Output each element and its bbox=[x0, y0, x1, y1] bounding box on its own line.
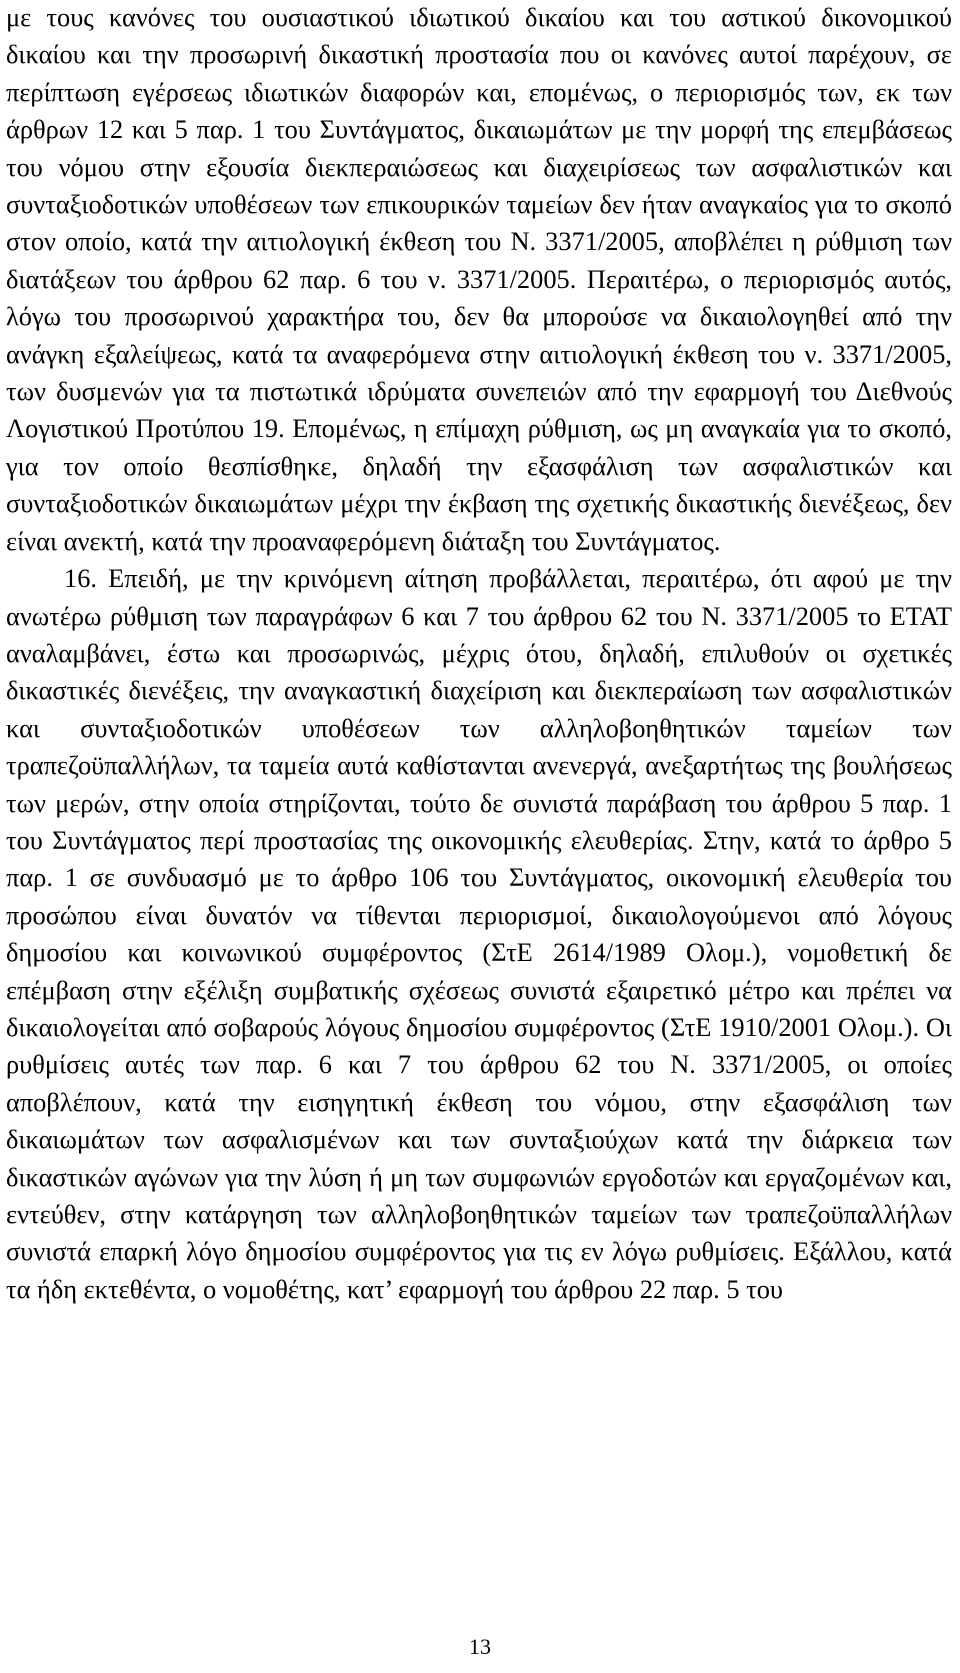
page-number: 13 bbox=[469, 1634, 491, 1659]
body-text bbox=[6, 0, 952, 1308]
paragraph-16: 16. Επειδή, με την κρινόμενη αίτηση προβάλλεται, περαιτέρω, ότι αφού με την ανωτέρω ρύθμιση των παραγράφων 6 και 7 του άρθρου 62 του Ν. 3371/2005 το ΕΤΑΤ αναλαμβάνει, έστω και προσωρινώς, μέχρις ότου, δηλαδή, επιλυθούν οι σχετικές δικαστικές διενέξεις, την αναγκαστική διαχείριση και διεκπεραίωση των ασφαλιστικών και συνταξιοδοτικών υποθέσεων των αλληλοβοηθητικών ταμείων των τραπεζοϋπαλλήλων, τα ταμεία αυτά καθίστανται ανενεργά, ανεξαρτήτως της βουλήσεως των μερών, στην οποία στηρίζονται, τούτο δε συνιστά παράβαση του άρθρου 5 παρ. 1 του Συντάγματος περί προστασίας της οικονομικής ελευθερίας. Στην, κατά το άρθρο 5 παρ. 1 σε συνδυασμό με το άρθρο 106 του Συντάγματος, οικονομική ελευθερία του προσώπου είναι δυνατόν να τίθενται περιορισμοί, δικαιολογούμενοι από λόγους δημοσίου και κοινωνικού συμφέροντος (ΣτΕ 2614/1989 Ολομ.), νομοθετική δε επέμβαση στην εξέλιξη συμβατικής σχέσεως συνιστά εξαιρετικό μέτρο και πρέπει να δικαιολογείται από σοβαρούς λόγους δημοσίου συμφέροντος (ΣτΕ 1910/2001 Ολομ.). Οι ρυθμίσεις αυτές των παρ. 6 και 7 του άρθρου 62 του Ν. 3371/2005, οι οποίες αποβλέπουν, κατά την εισηγητική έκθεση του νόμου, στην εξασφάλιση των δικαιωμάτων των ασφαλισμένων και των συνταξιούχων κατά την διάρκεια των δικαστικών αγώνων για την λύση ή μη των συμφωνιών εργοδοτών και εργαζομένων και, εντεύθεν, στην κατάργηση των αλληλοβοηθητικών ταμείων των τραπεζοϋπαλλήλων συνιστά επαρκή λόγο δημοσίου συμφέροντος για τις εν λόγω ρυθμίσεις. Εξάλλου, κατά τα ήδη εκτεθέντα, ο νομοθέτης, κατ’ εφαρμογή του άρθρου 22 παρ. 5 του bbox=[6, 563, 952, 1304]
paragraph-continued: με τους κανόνες του ουσιαστικού ιδιωτικού δικαίου και του αστικού δικονομικού δικαίου και την προσωρινή δικαστική προστασία που οι κανόνες αυτοί παρέχουν, σε περίπτωση εγέρσεως ιδιωτικών διαφορών και, επομένως, ο περιορισμός των, εκ των άρθρων 12 και 5 παρ. 1 του Συντάγματος, δικαιωμάτων με την μορφή της επεμβάσεως του νόμου στην εξουσία διεκπεραιώσεως και διαχειρίσεως των ασφαλιστικών και συνταξιοδοτικών υποθέσεων των επικουρικών ταμείων δεν ήταν αναγκαίος για το σκοπό στον οποίο, κατά την αιτιολογική έκθεση του Ν. 3371/2005, αποβλέπει η ρύθμιση των διατάξεων του άρθρου 62 παρ. 6 του ν. 3371/2005. Περαιτέρω, ο περιορισμός αυτός, λόγω του προσωρινού χαρακτήρα του, δεν θα μπορούσε να δικαιολογηθεί από την ανάγκη εξαλείψεως, κατά τα αναφερόμενα στην αιτιολογική έκθεση του ν. 3371/2005, των δυσμενών για τα πιστωτικά ιδρύματα συνεπειών από την εφαρμογή του Διεθνούς Λογιστικού Προτύπου 19. Επομένως, η επίμαχη ρύθμιση, ως μη αναγκαία για το σκοπό, για τον οποίο θεσπίσθηκε, δηλαδή την εξασφάλιση των ασφαλιστικών και συνταξιοδοτικών δικαιωμάτων μέχρι την έκβαση της σχετικής δικαστικής διενέξεως, δεν είναι ανεκτή, κατά την προαναφερόμενη διάταξη του Συντάγματος. bbox=[6, 2, 952, 556]
